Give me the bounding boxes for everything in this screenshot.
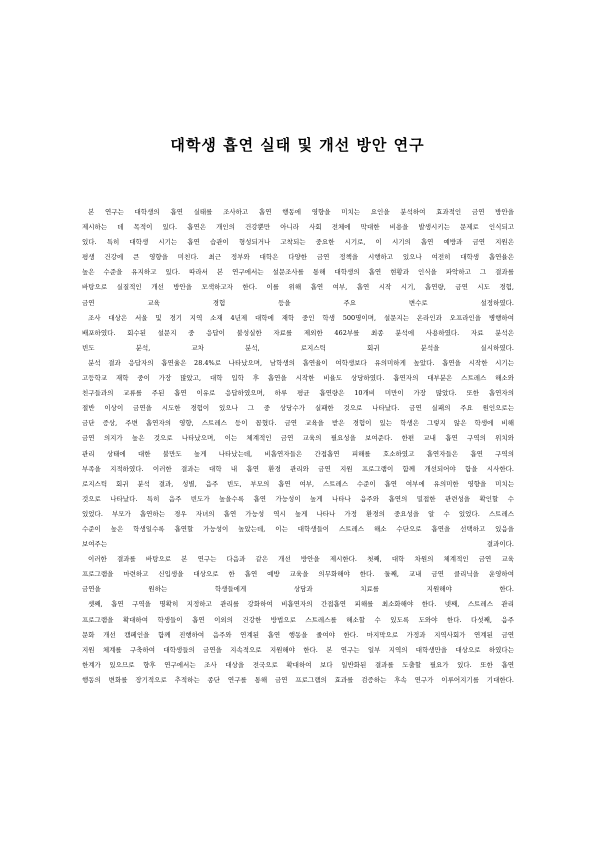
text-line: 수준이 높은 학생일수록 흡연할 가능성이 높았는데, 이는 대학생들이 스트레스 해소 수단으로 흡연을 선택하고 있음을	[82, 524, 514, 533]
text-line: 관리 상태에 대한 불만도 높게 나타났는데, 비흡연자들은 간접흡연 피해를 호소하였고 흡연자들은 흡연 구역의	[82, 449, 514, 458]
text-line: 있다. 특히 대학생 시기는 흡연 습관이 형성되거나 고착되는 중요한 시기로, 이 시기의 흡연 예방과 금연 지원은	[82, 238, 514, 247]
text-line: 있었다. 부모가 흡연하는 경우 자녀의 흡연 가능성 역시 높게 나타나 가정 환경의 중요성을 알 수 있었다. 스트레스	[82, 509, 514, 518]
text-line: 금연 의지가 높은 것으로 나타났으며, 이는 체계적인 금연 교육의 필요성을 보여준다. 한편 교내 흡연 구역의 위치와	[82, 434, 514, 443]
text-line: 셋째, 흡연 구역을 명확히 지정하고 관리를 강화하여 비흡연자의 간접흡연 피해를 최소화해야 한다. 넷째, 스트레스 관리	[88, 600, 514, 609]
paragraph	[82, 311, 514, 356]
text-line: 제시하는 데 목적이 있다. 흡연은 개인의 건강뿐만 아니라 사회 전체에 막대한 비용을 발생시키는 문제로 인식되고	[82, 223, 514, 232]
text-line: 보여주는 결과이다.	[82, 540, 514, 549]
text-line: 부족을 지적하였다. 이러한 결과는 대학 내 흡연 환경 관리와 금연 지원 프로그램이 함께 개선되어야 함을 시사한다.	[82, 464, 514, 473]
paragraph	[82, 356, 514, 552]
text-line: 것으로 나타났다. 특히 음주 빈도가 높을수록 흡연 가능성이 높게 나타나 음주와 흡연의 밀접한 관련성을 확인할 수	[82, 494, 514, 503]
text-line: 바탕으로 실질적인 개선 방안을 모색하고자 한다. 이를 위해 흡연 여부, 흡연 시작 시기, 흡연량, 금연 시도 경험,	[82, 283, 514, 292]
text-line: 본 연구는 대학생의 흡연 실태를 조사하고 흡연 행동에 영향을 미치는 요인을 분석하여 효과적인 금연 방안을	[88, 208, 514, 216]
text-line: 평생 건강에 큰 영향을 미친다. 최근 정부와 대학은 다양한 금연 정책을 시행하고 있으나 여전히 대학생 흡연율은	[82, 253, 514, 262]
document-title: 대학생 흡연 실태 및 개선 방안 연구	[170, 136, 425, 154]
text-line: 빈도 분석, 교차 분석, 로지스틱 회귀 분석을 실시하였다.	[82, 343, 514, 352]
text-line: 이러한 결과를 바탕으로 본 연구는 다음과 같은 개선 방안을 제시한다. 첫째, 대학 차원의 체계적인 금연 교육	[88, 555, 514, 564]
text-line: 조사 대상은 서울 및 경기 지역 소재 4년제 대학에 재학 중인 학생 500명이며, 설문지는 온라인과 오프라인을 병행하여	[88, 313, 514, 322]
text-line: 행동의 변화를 장기적으로 추적하는 종단 연구를 통해 금연 프로그램의 효과를 검증하는 후속 연구가 이루어지기를 기대한다.	[82, 675, 514, 684]
document-body	[82, 205, 514, 688]
text-line: 한계가 있으므로 향후 연구에서는 조사 대상을 전국으로 확대하여 보다 일반화된 결과를 도출할 필요가 있다. 또한 흡연	[82, 660, 514, 669]
text-line: 고등학교 재학 중이 가장 많았고, 대학 입학 후 흡연을 시작한 비율도 상당하였다. 흡연자의 대부분은 스트레스 해소와	[82, 374, 514, 383]
text-line: 배포하였다. 회수된 설문지 중 응답이 불성실한 자료를 제외한 462부를 최종 분석에 사용하였다. 자료 분석은	[82, 328, 514, 337]
text-line: 프로그램을 확대하여 학생들이 흡연 이외의 건강한 방법으로 스트레스를 해소할 수 있도록 도와야 한다. 다섯째, 음주	[82, 615, 514, 624]
text-line: 지원 체계를 구축하여 대학생들의 금연을 지속적으로 지원해야 한다. 본 연구는 일부 지역의 대학생만을 대상으로 하였다는	[82, 645, 514, 654]
paragraph	[82, 552, 514, 597]
text-line: 높은 수준을 유지하고 있다. 따라서 본 연구에서는 설문조사를 통해 대학생의 흡연 현황과 인식을 파악하고 그 결과를	[82, 268, 514, 277]
text-line: 금연 교육 경험 등을 주요 변수로 설정하였다.	[82, 298, 514, 307]
text-line: 프로그램을 마련하고 신입생을 대상으로 한 흡연 예방 교육을 의무화해야 한다. 둘째, 교내 금연 클리닉을 운영하여	[82, 570, 514, 579]
text-line: 절반 이상이 금연을 시도한 경험이 있으나 그 중 상당수가 실패한 것으로 나타났다. 금연 실패의 주요 원인으로는	[82, 404, 514, 413]
text-line: 문화 개선 캠페인을 함께 진행하여 음주와 연계된 흡연 행동을 줄여야 한다. 마지막으로 가정과 지역사회가 연계된 금연	[82, 630, 514, 639]
paragraph	[82, 205, 514, 311]
paragraph	[82, 597, 514, 688]
text-line: 로지스틱 회귀 분석 결과, 성별, 음주 빈도, 부모의 흡연 여부, 스트레스 수준이 흡연 여부에 유의미한 영향을 미치는	[82, 479, 514, 488]
text-line: 금단 증상, 주변 흡연자의 영향, 스트레스 등이 꼽혔다. 금연 교육을 받은 경험이 있는 학생은 그렇지 않은 학생에 비해	[82, 419, 514, 428]
text-line: 금연을 원하는 학생들에게 상담과 치료를 지원해야 한다.	[82, 585, 514, 594]
text-line: 분석 결과 응답자의 흡연율은 28.4%로 나타났으며, 남학생의 흡연율이 여학생보다 유의미하게 높았다. 흡연을 시작한 시기는	[88, 358, 514, 367]
text-line: 친구들과의 교류를 주된 흡연 이유로 응답하였으며, 하루 평균 흡연량은 10개비 미만이 가장 많았다. 또한 흡연자의	[82, 389, 514, 398]
